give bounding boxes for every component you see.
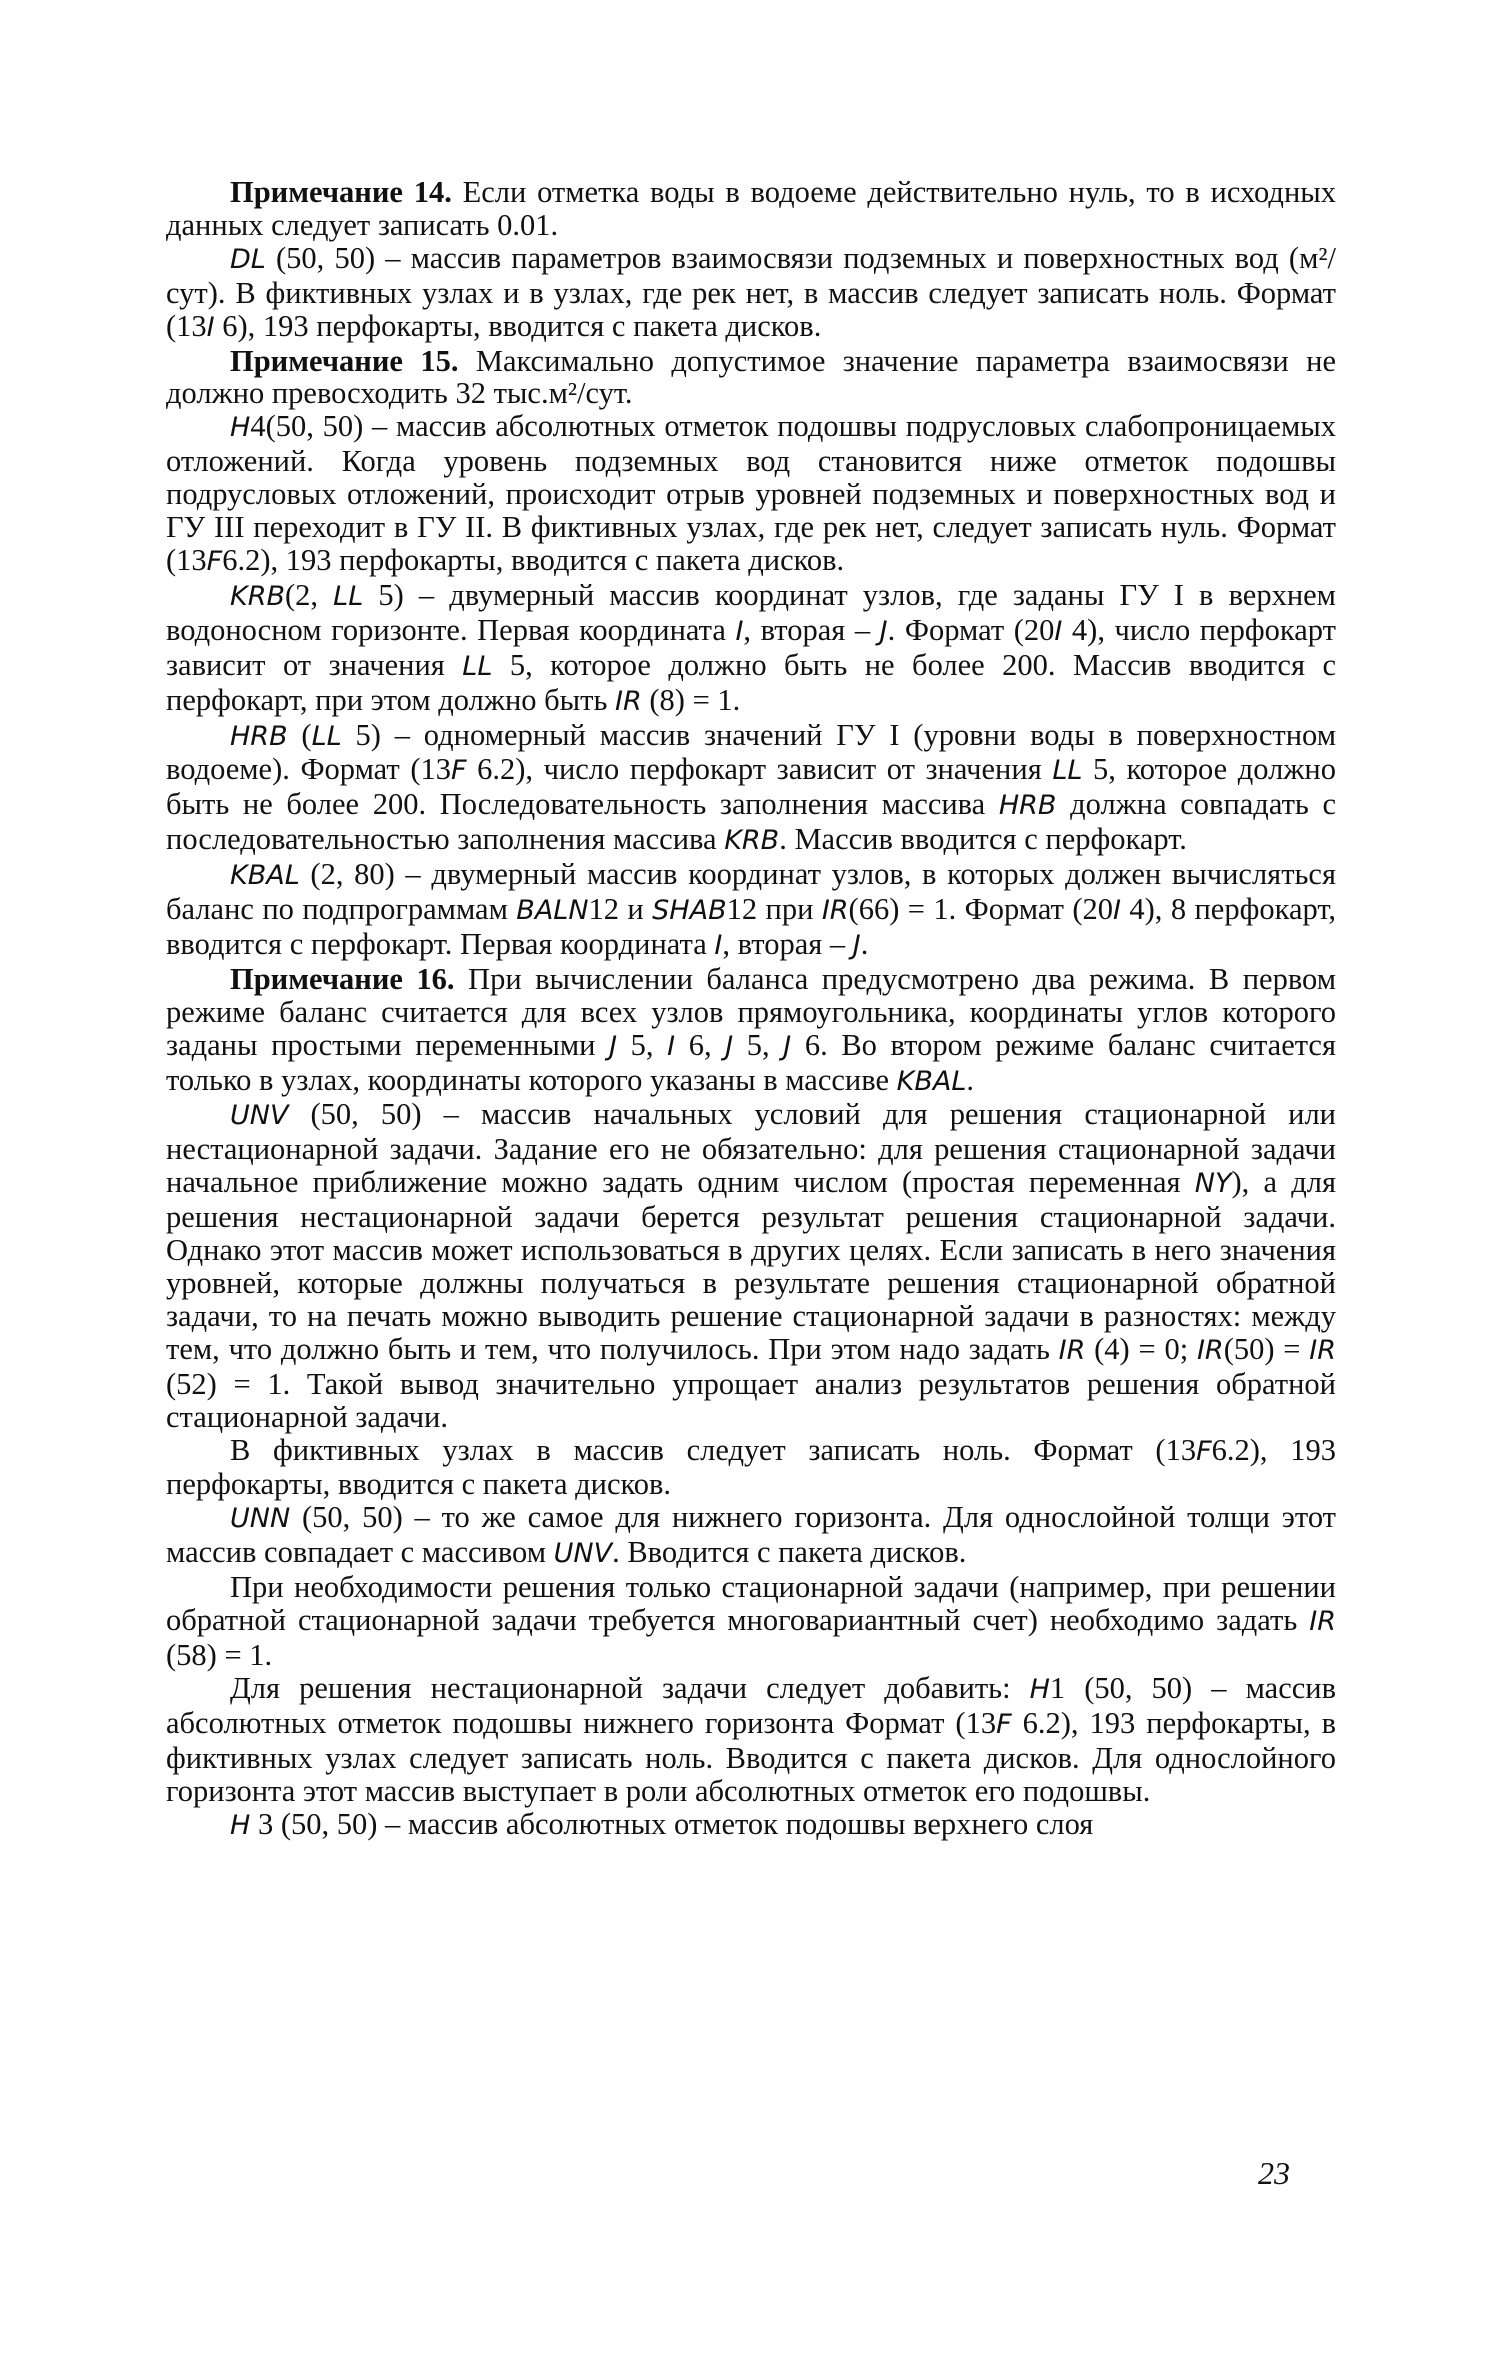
- text-run: Для решения нестационарной задачи следует добавить:: [230, 1670, 1030, 1705]
- symbol-name: J: [852, 929, 861, 961]
- text-run: 4), число перфокарт зависит от значения: [166, 612, 1336, 682]
- paragraph: [166, 963, 1336, 1099]
- text-run: (: [287, 717, 312, 752]
- paragraph: [166, 1434, 1336, 1502]
- paragraph: [166, 579, 1336, 719]
- paragraph: [166, 858, 1336, 963]
- paragraph: [166, 719, 1336, 859]
- paragraph: [166, 1098, 1336, 1433]
- text-run: , вторая –: [722, 926, 853, 961]
- symbol-name: HRB: [998, 790, 1057, 822]
- text-run: .: [966, 1062, 975, 1097]
- text-run: 1 (50, 50) – массив абсолютных отметок подошвы нижнего горизонта Формат (13: [166, 1670, 1336, 1740]
- text-run: 3 (50, 50) – массив абсолютных отметок подошвы верхнего слоя: [250, 1806, 1094, 1841]
- paragraph: [166, 1808, 1336, 1843]
- text-run: Если отметка воды в водоеме действительно нуль, то в исходных данных следует записать 0.01.: [166, 175, 1337, 242]
- text-run: (66) = 1. Формат (20: [848, 892, 1114, 927]
- paragraph: [166, 1571, 1336, 1672]
- symbol-name: I: [1054, 615, 1063, 647]
- symbol-name: BALN: [516, 895, 589, 927]
- text-run: (2,: [285, 577, 334, 612]
- text-run: 5, которое должно быть не более 200. Последовательность заполнения массива: [166, 752, 1336, 822]
- text-run: 5, которое должно быть не более 200. Массив вводится с перфокарт, при этом должно быть: [166, 647, 1336, 717]
- text-run: . Вводится с пакета дисков.: [612, 1535, 967, 1570]
- document-body: [166, 176, 1336, 1842]
- symbol-name: I: [1113, 895, 1121, 927]
- symbol-name: LL: [311, 720, 342, 752]
- symbol-name: IR: [1058, 1334, 1086, 1366]
- text-run: .: [860, 926, 869, 961]
- text-run: . Формат (20: [887, 612, 1055, 647]
- text-run: ), а для решения нестационарной задачи берется результат решения стационарной задачи. Однако этот массив может использоваться в других целях. Если записать в него значения уровней, которые должны получаться в результате решения стационарной обратной задачи, то на печать можно выводить решение стационарной задачи в разностях: между тем, что должно быть и тем, что получилось. При этом надо задать: [166, 1165, 1336, 1366]
- text-run: 5,: [733, 1027, 784, 1062]
- paragraph: [166, 242, 1336, 345]
- note-label: Примечание 14.: [230, 175, 452, 209]
- symbol-name: IR: [615, 685, 642, 717]
- note-label: Примечание 16.: [230, 961, 455, 996]
- symbol-name: HRB: [230, 720, 288, 752]
- symbol-name: F: [451, 755, 467, 787]
- symbol-name: F: [1196, 1435, 1212, 1467]
- symbol-name: IR: [1309, 1606, 1336, 1638]
- symbol-name: KBAL: [896, 1065, 967, 1097]
- text-run: 6,: [675, 1027, 726, 1062]
- text-run: (2, 80) – двумерный массив координат узлов, в которых должен вычисляться баланс по подпрограммам: [166, 857, 1336, 927]
- symbol-name: H: [1029, 1673, 1050, 1705]
- symbol-name: IR: [1309, 1334, 1337, 1366]
- text-run: При вычислении баланса предусмотрено два режима. В первом режиме баланс считается для всех узлов прямоугольника, координаты углов которого заданы простыми переменными: [166, 961, 1336, 1062]
- text-run: (8) = 1.: [641, 682, 741, 717]
- text-run: 12 при: [726, 892, 822, 927]
- symbol-name: J: [609, 1030, 618, 1062]
- page-number: 23: [1258, 2155, 1290, 2191]
- text-run: В фиктивных узлах в массив следует записать ноль. Формат (13: [230, 1432, 1197, 1467]
- text-run: (52) = 1. Такой вывод значительно упрощает анализ результатов решения обратной стационарной задачи.: [166, 1366, 1336, 1434]
- text-run: (50) =: [1223, 1331, 1310, 1366]
- symbol-name: H: [230, 1809, 251, 1841]
- text-run: 4), 8 перфокарт, вводится с перфокарт. Первая координата: [166, 892, 1336, 961]
- text-run: 6.2), 193 перфокарты, вводится с пакета дисков.: [166, 1432, 1336, 1502]
- symbol-name: I: [735, 615, 744, 647]
- text-run: 5) – одномерный массив значений ГУ I (уровни воды в поверхностном водоеме). Формат (13: [166, 717, 1336, 787]
- symbol-name: J: [725, 1030, 734, 1062]
- symbol-name: F: [996, 1708, 1012, 1740]
- text-run: 6. Во втором режиме баланс считается только в узлах, координаты которого указаны в массиве: [166, 1027, 1336, 1097]
- note-label: Примечание 15.: [230, 343, 459, 378]
- text-run: должна совпадать с последовательностью заполнения массива: [166, 787, 1336, 857]
- symbol-name: I: [714, 929, 723, 961]
- symbol-name: I: [667, 1030, 676, 1062]
- symbol-name: KRB: [724, 825, 780, 857]
- symbol-name: J: [783, 1030, 792, 1062]
- text-run: 6.2), число перфокарт зависит от значения: [466, 752, 1053, 787]
- text-run: 6), 193 перфокарты, вводится с пакета дисков.: [214, 308, 822, 343]
- paragraph: [166, 1501, 1336, 1571]
- symbol-name: LL: [333, 580, 364, 612]
- text-run: 12 и: [588, 892, 653, 927]
- text-run: 6.2), 193 перфокарты, вводится с пакета дисков.: [222, 542, 845, 577]
- symbol-name: LL: [462, 650, 493, 682]
- symbol-name: F: [206, 545, 223, 577]
- text-run: 6.2), 193 перфокарты, в фиктивных узлах следует записать ноль. Вводится с пакета дисков. Для однослойного горизонта этот массив выступает в роли абсолютных отметок его подошвы.: [166, 1705, 1336, 1808]
- symbol-name: LL: [1052, 755, 1083, 787]
- symbol-name: UNV: [230, 1100, 289, 1132]
- symbol-name: UNN: [230, 1503, 291, 1535]
- symbol-name: H: [230, 412, 251, 444]
- paragraph: [166, 176, 1336, 242]
- text-run: (50, 50) – то же самое для нижнего горизонта. Для однослойной толщи этот массив совпадает с массивом: [166, 1500, 1336, 1570]
- text-run: Максимально допустимое значение параметра взаимосвязи не должно превосходить 32 тыс.м²/сут.: [166, 343, 1336, 411]
- text-run: (50, 50) – массив начальных условий для решения стационарной или нестационарной задачи. Задание его не обязательно: для решения стационарной задачи начальное приближение можно задать одним числом (простая переменная: [166, 1097, 1336, 1200]
- symbol-name: SHAB: [652, 895, 727, 927]
- text-run: 5,: [617, 1027, 668, 1062]
- symbol-name: J: [879, 615, 888, 647]
- text-run: , вторая –: [743, 612, 880, 647]
- symbol-name: DL: [230, 243, 266, 275]
- symbol-name: NY: [1194, 1168, 1232, 1200]
- symbol-name: KBAL: [230, 860, 300, 892]
- text-run: . Массив вводится с перфокарт.: [779, 822, 1187, 857]
- paragraph: [166, 1672, 1336, 1808]
- text-run: При необходимости решения только стационарной задачи (например, при решении обратной стационарной задачи требуется многовариантный счет) необходимо задать: [166, 1570, 1336, 1638]
- text-run: (50, 50) – массив параметров взаимосвязи подземных и поверхностных вод (м²/сут). В фиктивных узлах и в узлах, где рек нет, в массив следует записать ноль. Формат (13: [166, 240, 1336, 343]
- symbol-name: IR: [821, 895, 849, 927]
- text-run: (58) = 1.: [166, 1637, 273, 1672]
- text-run: 4(50, 50) – массив абсолютных отметок подошвы подрусловых слабопроницаемых отложений. Когда уровень подземных вод становится ниже отметок подошвы подрусловых отложений, происходит отрыв уровней подземных и поверхностных вод и ГУ III переходит в ГУ II. В фиктивных узлах, где рек нет, следует записать нуль. Формат (13: [166, 409, 1336, 577]
- symbol-name: UNV: [553, 1538, 613, 1570]
- symbol-name: I: [206, 311, 215, 343]
- symbol-name: IR: [1196, 1334, 1224, 1366]
- text-run: 5) – двумерный массив координат узлов, где заданы ГУ I в верхнем водоносном горизонте. Первая координата: [166, 577, 1336, 647]
- symbol-name: KRB: [230, 580, 285, 612]
- text-run: (4) = 0;: [1085, 1331, 1197, 1366]
- paragraph: [166, 345, 1336, 411]
- paragraph: [166, 410, 1336, 579]
